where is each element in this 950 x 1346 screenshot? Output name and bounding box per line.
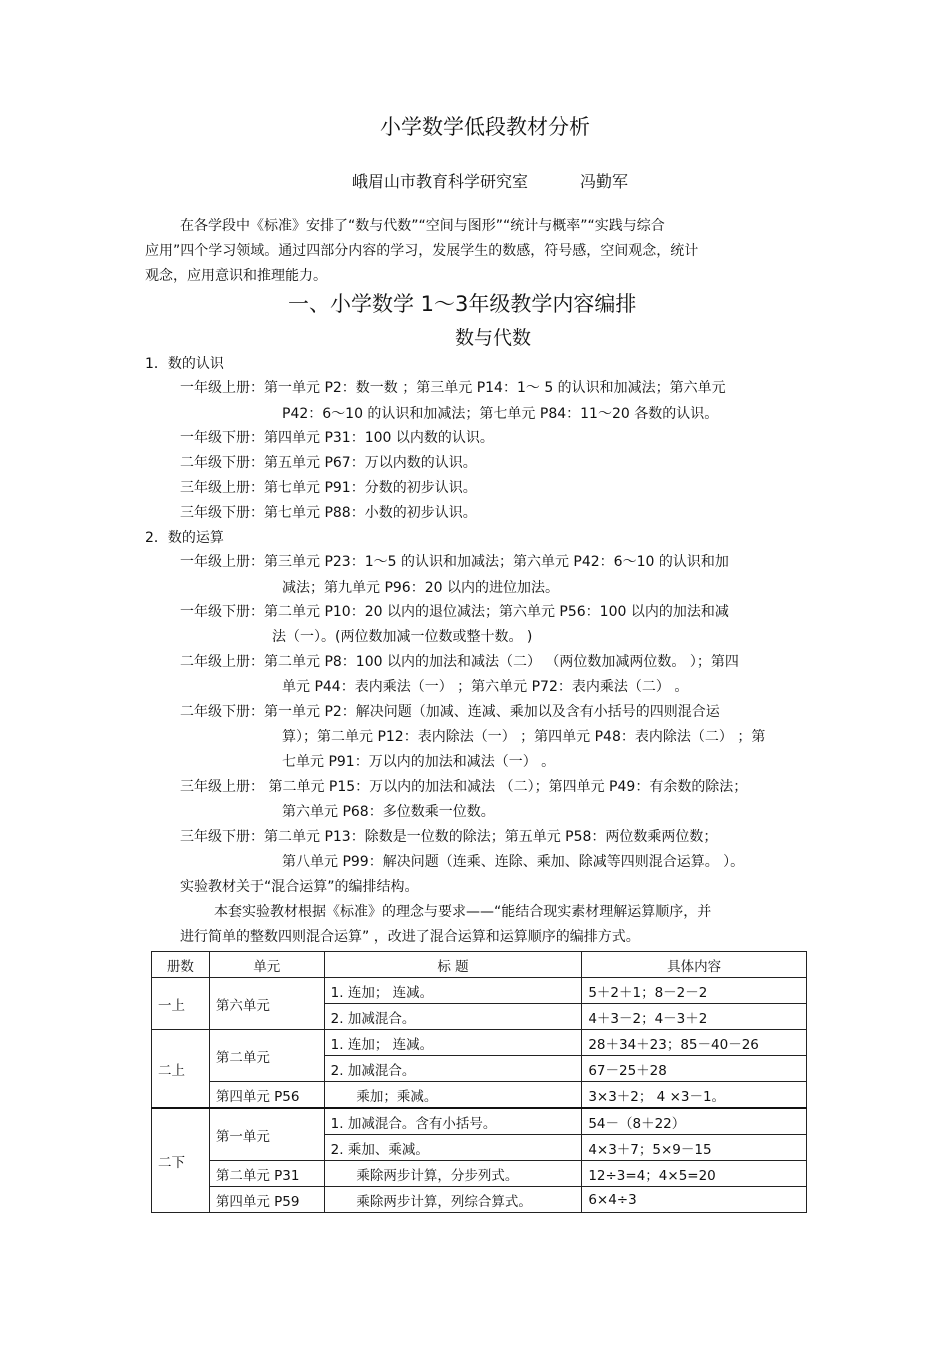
table-header-row [152, 952, 807, 978]
cell-content: 4＋3－2；4－3＋2 [582, 1004, 807, 1030]
cell-unit: 第四单元 P59 [209, 1187, 324, 1213]
section-1-title: 1．数的认识 [145, 356, 224, 372]
section-2-line: 一年级下册：第二单元 P10：20 以内的退位减法；第六单元 P56：100 以内的加法和减 [180, 604, 729, 620]
section-1-line: 三年级下册：第七单元 P88：小数的初步认识。 [180, 505, 477, 521]
experiment-line: 实验教材关于“混合运算”的编排结构。 [180, 879, 419, 895]
heading-1: 一、小学数学 1～3年级教学内容编排 [288, 292, 637, 316]
author-line [352, 174, 628, 190]
cell-title: 2. 加减混合。 [324, 1056, 582, 1082]
cell-title: 2. 乘加、乘减。 [324, 1135, 582, 1161]
cell-content: 4×3＋7；5×9－15 [582, 1135, 807, 1161]
cell-unit: 第一单元 [209, 1108, 324, 1161]
intro-line-1: 在各学段中《标准》安排了“数与代数”“空间与图形”“统计与概率”“实践与综合 [180, 218, 665, 234]
section-2-line: 一年级上册：第三单元 P23：1～5 的认识和加减法；第六单元 P42：6～10 的认识和加 [180, 554, 729, 570]
section-1-line: 二年级下册：第五单元 P67：万以内数的认识。 [180, 455, 477, 471]
para2-line-2: 进行简单的整数四则混合运算” ，改进了混合运算和运算顺序的编排方式。 [180, 929, 640, 945]
cell-content: 54－（8＋22） [582, 1108, 807, 1135]
cell-title: 乘除两步计算，分步列式。 [324, 1161, 582, 1187]
cell-title: 乘加；乘减。 [324, 1082, 582, 1109]
cell-title: 2. 加减混合。 [324, 1004, 582, 1030]
section-2-line: 单元 P44：表内乘法（一） ；第六单元 P72：表内乘法（二） 。 [282, 679, 689, 695]
cell-unit: 第二单元 [209, 1030, 324, 1082]
section-2-title: 2．数的运算 [145, 530, 224, 546]
cell-content: 5＋2＋1；8－2－2 [582, 978, 807, 1004]
author-org: 峨眉山市教育科学研究室 [352, 172, 529, 191]
table-row [152, 1108, 807, 1135]
section-2-line: 三年级上册： 第二单元 P15：万以内的加法和减法 （二）；第四单元 P49：有余数的除法； [180, 779, 748, 795]
section-2-line: 减法；第九单元 P96：20 以内的进位加法。 [282, 580, 559, 596]
section-2-line: 二年级下册：第一单元 P2：解决问题（加减、连减、乘加以及含有小括号的四则混合运 [180, 704, 720, 720]
table-row [152, 1161, 807, 1187]
section-2-line: 三年级下册：第二单元 P13：除数是一位数的除法；第五单元 P58：两位数乘两位数； [180, 829, 718, 845]
cell-title: 1. 加减混合。含有小括号。 [324, 1108, 582, 1135]
section-1-line: P42：6～10 的认识和加减法；第七单元 P84：11～20 各数的认识。 [282, 406, 719, 422]
table-row [152, 1082, 807, 1109]
para2-line-1: 本套实验教材根据《标准》的理念与要求——“能结合现实素材理解运算顺序，并 [214, 904, 712, 920]
cell-title: 1. 连加； 连减。 [324, 978, 582, 1004]
header-title: 标 题 [324, 952, 582, 978]
cell-book: 二上 [152, 1030, 210, 1109]
cell-content: 12÷3=4；4×5=20 [582, 1161, 807, 1187]
cell-title: 1. 连加； 连减。 [324, 1030, 582, 1056]
cell-content: 6×4÷3 [582, 1187, 807, 1213]
header-book: 册数 [152, 952, 210, 978]
section-1-line: 一年级上册：第一单元 P2：数一数 ；第三单元 P14：1～ 5 的认识和加减法；第六单元 [180, 380, 726, 396]
mixed-operations-table [151, 951, 807, 1213]
section-2-line: 七单元 P91：万以内的加法和减法（一） 。 [282, 754, 556, 770]
header-content: 具体内容 [582, 952, 807, 978]
document-title: 小学数学低段教材分析 [380, 115, 590, 139]
cell-book: 一上 [152, 978, 210, 1030]
section-2-line: 法（一）。(两位数加减一位数或整十数。 ) [272, 629, 533, 645]
table-row [152, 978, 807, 1004]
heading-2: 数与代数 [455, 327, 532, 349]
cell-book: 二下 [152, 1108, 210, 1213]
cell-content: 67－25＋28 [582, 1056, 807, 1082]
intro-line-3: 观念，应用意识和推理能力。 [145, 268, 327, 284]
section-1-line: 一年级下册：第四单元 P31：100 以内数的认识。 [180, 430, 494, 446]
table-row [152, 1187, 807, 1213]
section-2-line: 二年级上册：第二单元 P8：100 以内的加法和减法（二） （两位数加减两位数。 ）；第四 [180, 654, 739, 670]
cell-unit: 第二单元 P31 [209, 1161, 324, 1187]
header-unit: 单元 [209, 952, 324, 978]
author-name: 冯勤军 [580, 172, 629, 191]
section-1-line: 三年级上册：第七单元 P91：分数的初步认识。 [180, 480, 477, 496]
intro-line-2: 应用”四个学习领域。通过四部分内容的学习，发展学生的数感，符号感，空间观念，统计 [145, 243, 699, 259]
section-2-line: 算）；第二单元 P12：表内除法（一） ；第四单元 P48：表内除法（二） ；第 [282, 729, 766, 745]
section-2-line: 第八单元 P99：解决问题（连乘、连除、乘加、除减等四则混合运算。 ）。 [282, 854, 745, 870]
table-row [152, 1030, 807, 1056]
cell-content: 28＋34＋23；85－40－26 [582, 1030, 807, 1056]
cell-title: 乘除两步计算，列综合算式。 [324, 1187, 582, 1213]
cell-unit: 第六单元 [209, 978, 324, 1030]
cell-unit: 第四单元 P56 [209, 1082, 324, 1109]
section-2-line: 第六单元 P68：多位数乘一位数。 [282, 804, 495, 820]
cell-content: 3×3＋2； 4 ×3－1。 [582, 1082, 807, 1109]
